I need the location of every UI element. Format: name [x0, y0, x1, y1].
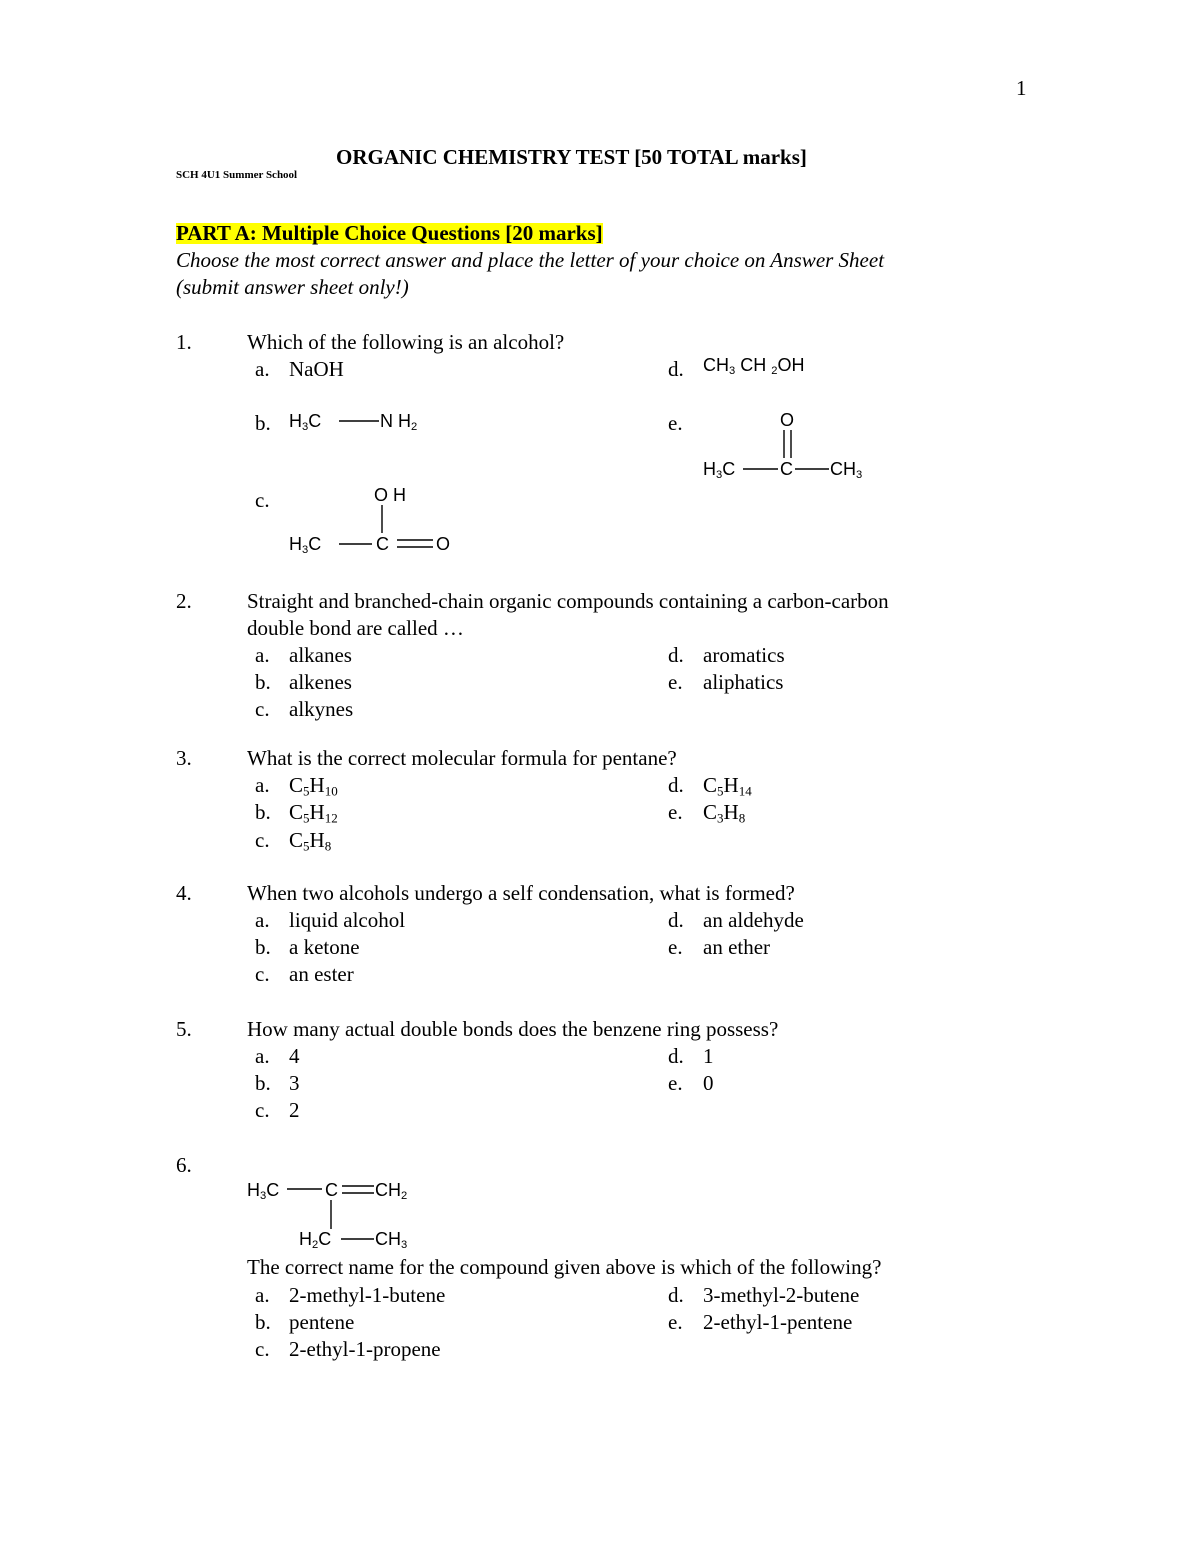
option-letter-c: c.: [255, 1337, 270, 1361]
question-number: 6.: [176, 1153, 192, 1177]
structure-e-left: $H_3C$: [703, 459, 736, 481]
option-letter-e: e.: [668, 670, 683, 694]
option-letter-a: a.: [255, 773, 270, 797]
question-text-line1: Straight and branched-chain organic compounds containing a carbon-carbon: [247, 589, 889, 613]
structure-c-oxygen: O: [436, 534, 451, 554]
question-text: The correct name for the compound given above is which of the following?: [247, 1255, 882, 1279]
option-letter-c: c.: [255, 962, 270, 986]
part-a-instructions-line1: Choose the most correct answer and place the letter of your choice on Answer Sheet: [176, 248, 885, 272]
option-structure-b-right: N $H_2$: [380, 411, 418, 433]
option-letter-d: d.: [668, 773, 684, 797]
option-text-d: 1: [703, 1044, 714, 1068]
option-letter-a: a.: [255, 1044, 270, 1068]
option-letter-a: a.: [255, 357, 270, 381]
option-text-a: 2-methyl-1-butene: [289, 1283, 446, 1307]
option-letter-e: e.: [668, 800, 683, 824]
question-text-line2: double bond are called …: [247, 616, 464, 640]
option-letter-c: c.: [255, 828, 270, 852]
option-letter-a: a.: [255, 908, 270, 932]
option-text-e: 2-ethyl-1-pentene: [703, 1310, 853, 1334]
option-formula-e: $C_3H_8$: [703, 800, 746, 826]
option-letter-b: b.: [255, 800, 271, 824]
structure-e-oxygen: O: [780, 410, 795, 430]
option-structure-d: $CH_3$ CH $_2$OH: [703, 355, 805, 377]
option-letter-c: c.: [255, 1098, 270, 1122]
structure-6-methylene: $CH_2$: [375, 1180, 408, 1202]
question-number: 4.: [176, 881, 192, 905]
option-text-c: an ester: [289, 962, 354, 986]
option-letter-b: b.: [255, 411, 271, 435]
option-text-c: alkynes: [289, 697, 354, 721]
option-text-a: NaOH: [289, 357, 344, 381]
question-text: What is the correct molecular formula for pentane?: [247, 746, 677, 770]
structure-c-carbon: C: [376, 534, 389, 554]
option-letter-a: a.: [255, 643, 270, 667]
option-letter-d: d.: [668, 357, 684, 381]
option-letter-c: c.: [255, 488, 270, 512]
question-number: 1.: [176, 330, 192, 354]
option-text-e: aliphatics: [703, 670, 784, 694]
option-text-e: an ether: [703, 935, 771, 959]
option-letter-d: d.: [668, 643, 684, 667]
structure-6-left: $H_3C$: [247, 1180, 280, 1202]
course-label: SCH 4U1 Summer School: [176, 169, 298, 181]
page-title: ORGANIC CHEMISTRY TEST [50 TOTAL marks]: [336, 145, 807, 169]
option-letter-e: e.: [668, 1071, 683, 1095]
option-text-d: 3-methyl-2-butene: [703, 1283, 860, 1307]
option-letter-b: b.: [255, 1310, 271, 1334]
option-formula-a: $C_5H_{10}$: [289, 773, 338, 799]
option-letter-b: b.: [255, 670, 271, 694]
option-letter-c: c.: [255, 697, 270, 721]
option-letter-d: d.: [668, 908, 684, 932]
question-number: 2.: [176, 589, 192, 613]
option-text-a: 4: [289, 1044, 300, 1068]
option-text-a: alkanes: [289, 643, 352, 667]
option-text-c: 2-ethyl-1-propene: [289, 1337, 441, 1361]
question-number: 5.: [176, 1017, 192, 1041]
page-number: 1: [1016, 76, 1027, 100]
option-letter-d: d.: [668, 1283, 684, 1307]
option-formula-b: $C_5H_{12}$: [289, 800, 338, 826]
option-formula-d: $C_5H_{14}$: [703, 773, 752, 799]
option-text-b: pentene: [289, 1310, 355, 1334]
option-letter-e: e.: [668, 1310, 683, 1334]
option-text-e: 0: [703, 1071, 714, 1095]
structure-e-right: $CH_3$: [830, 459, 863, 481]
structure-6-carbon: C: [325, 1180, 338, 1200]
option-text-b: a ketone: [289, 935, 360, 959]
option-text-d: aromatics: [703, 643, 785, 667]
question-number: 3.: [176, 746, 192, 770]
option-letter-e: e.: [668, 935, 683, 959]
option-letter-b: b.: [255, 935, 271, 959]
option-text-b: 3: [289, 1071, 300, 1095]
part-a-instructions-line2: (submit answer sheet only!): [176, 275, 409, 299]
option-structure-b-left: $H_3C$: [289, 411, 322, 433]
question-text: When two alcohols undergo a self condensation, what is formed?: [247, 881, 795, 905]
option-letter-d: d.: [668, 1044, 684, 1068]
structure-6-ethyl-left: $H_2C$: [299, 1229, 332, 1251]
structure-c-left: $H_3C$: [289, 534, 322, 556]
structure-c-hydroxyl: O H: [374, 485, 407, 505]
option-letter-a: a.: [255, 1283, 270, 1307]
part-a-heading: PART A: Multiple Choice Questions [20 marks]: [176, 221, 603, 245]
option-text-c: 2: [289, 1098, 300, 1122]
question-text: Which of the following is an alcohol?: [247, 330, 565, 354]
option-text-b: alkenes: [289, 670, 352, 694]
option-letter-e: e.: [668, 411, 683, 435]
option-text-d: an aldehyde: [703, 908, 804, 932]
question-text: How many actual double bonds does the benzene ring possess?: [247, 1017, 779, 1041]
structure-6-ethyl-right: $CH_3$: [375, 1229, 408, 1251]
structure-e-carbon: C: [780, 459, 793, 479]
option-formula-c: $C_5H_8$: [289, 828, 332, 854]
option-text-a: liquid alcohol: [289, 908, 406, 932]
option-letter-b: b.: [255, 1071, 271, 1095]
